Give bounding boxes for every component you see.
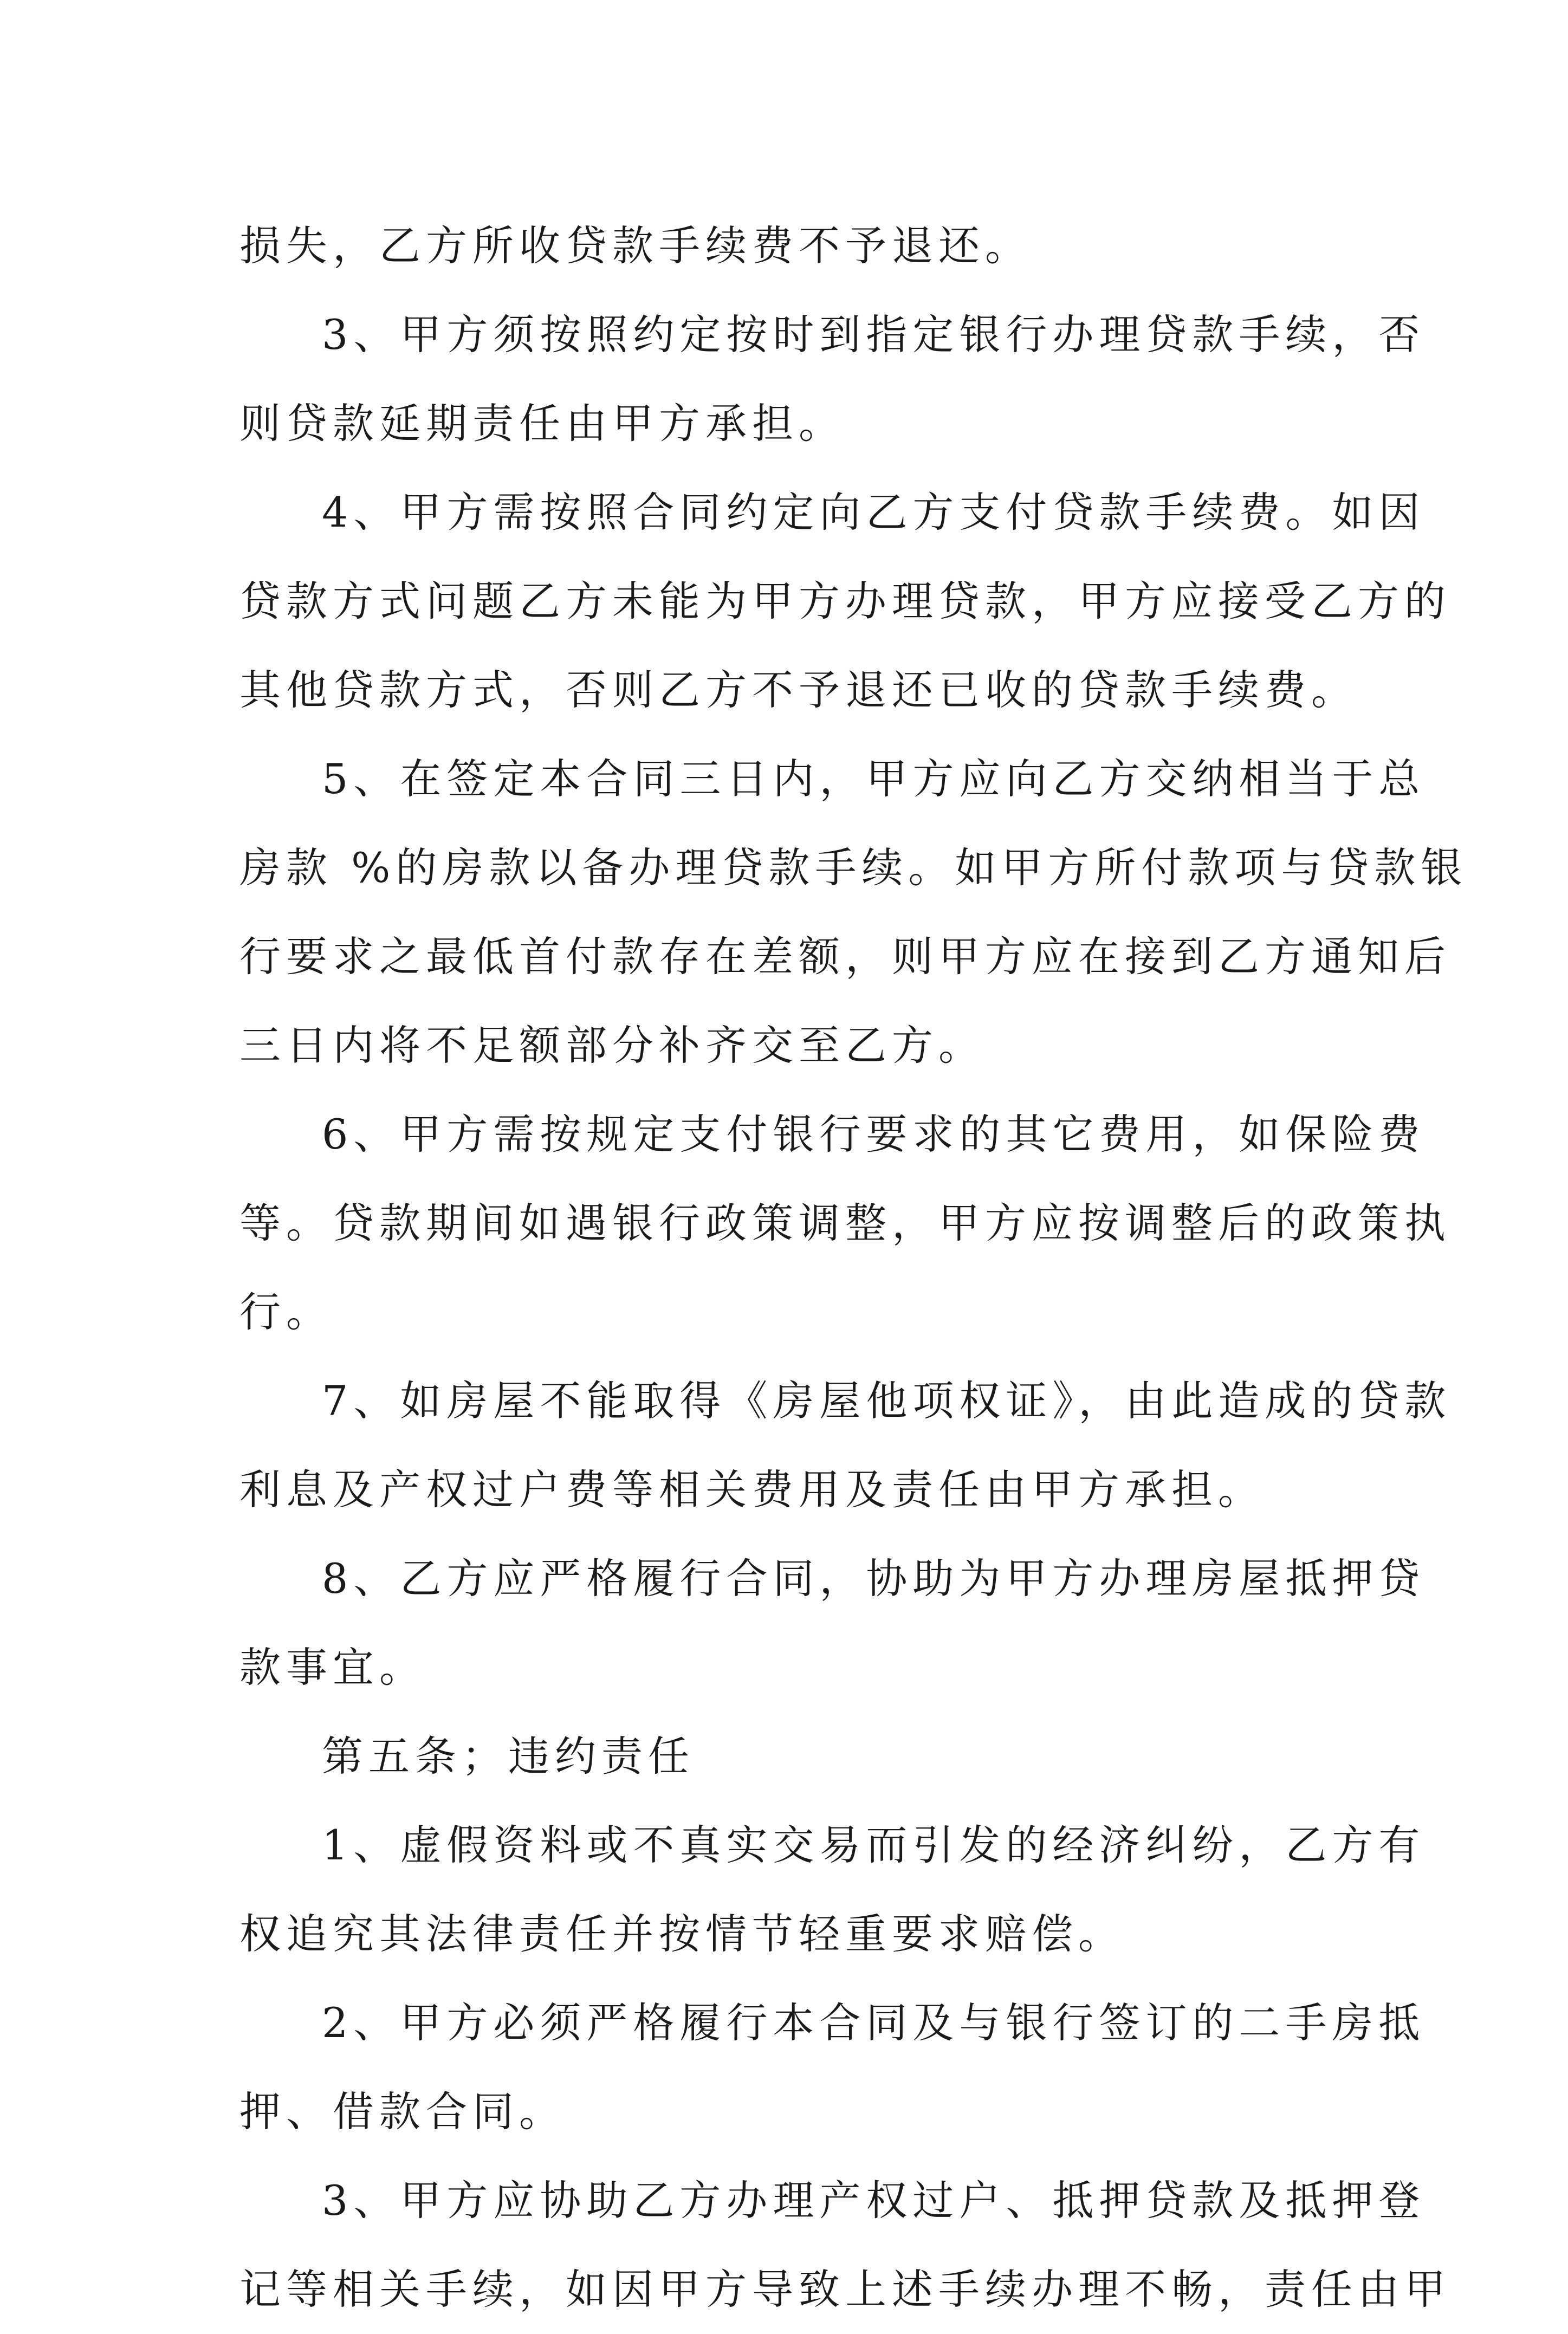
text-line: 贷款方式问题乙方未能为甲方办理贷款，甲方应接受乙方的: [239, 577, 1451, 625]
text-line: 5、在签定本合同三日内，甲方应向乙方交纳相当于总: [322, 755, 1426, 803]
text-line: 房款 %的房款以备办理贷款手续。如甲方所付款项与贷款银: [239, 844, 1468, 892]
text-line: 等。贷款期间如遇银行政策调整，甲方应按调整后的政策执: [239, 1199, 1451, 1247]
text-line: 3、甲方须按照约定按时到指定银行办理贷款手续，否: [322, 310, 1426, 359]
text-line: 7、如房屋不能取得《房屋他项权证》，由此造成的贷款: [322, 1377, 1452, 1425]
text-line: 权追究其法律责任并按情节轻重要求赔偿。: [239, 1910, 1125, 1958]
text-line: 行要求之最低首付款存在差额，则甲方应在接到乙方通知后: [239, 932, 1451, 981]
section-heading: 第五条；违约责任: [322, 1732, 695, 1780]
text-line: 2、甲方必须严格履行本合同及与银行签订的二手房抵: [322, 1999, 1426, 2047]
contract-body-text: [239, 202, 1468, 2334]
text-line: 行。: [239, 1288, 333, 1336]
text-line: 则贷款延期责任由甲方承担。: [239, 399, 845, 448]
text-line: 6、甲方需按规定支付银行要求的其它费用，如保险费: [322, 1110, 1426, 1158]
text-line: 损失，乙方所收贷款手续费不予退还。: [239, 222, 1032, 270]
text-line: 1、虚假资料或不真实交易而引发的经济纠纷，乙方有: [322, 1821, 1426, 1869]
text-line: 8、乙方应严格履行合同，协助为甲方办理房屋抵押贷: [322, 1554, 1426, 1603]
text-line: 押、借款合同。: [239, 2087, 566, 2136]
text-line: 记等相关手续，如因甲方导致上述手续办理不畅，责任由甲: [239, 2265, 1451, 2313]
text-line: 3、甲方应协助乙方办理产权过户、抵押贷款及抵押登: [322, 2176, 1426, 2225]
text-line: 款事宜。: [239, 1643, 426, 1691]
text-line: 三日内将不足额部分补齐交至乙方。: [239, 1021, 985, 1069]
text-line: 利息及产权过户费等相关费用及责任由甲方承担。: [239, 1466, 1265, 1514]
text-line: 4、甲方需按照合同约定向乙方支付贷款手续费。如因: [322, 488, 1426, 536]
text-line: 其他贷款方式，否则乙方不予退还已收的贷款手续费。: [239, 666, 1358, 714]
